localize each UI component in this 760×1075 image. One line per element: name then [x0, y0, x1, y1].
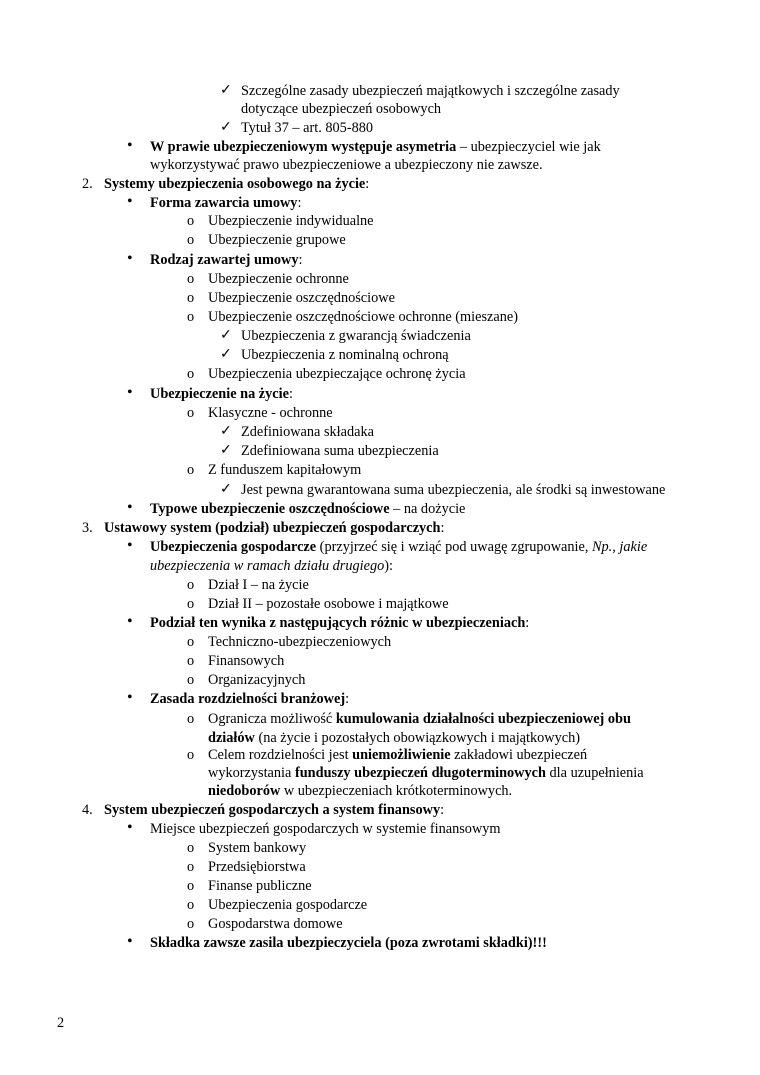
list-item: Gospodarstwa domowe	[208, 916, 343, 932]
checkmark-icon: ✓	[220, 424, 232, 439]
checkmark-icon: ✓	[220, 328, 232, 343]
checkmark-icon: ✓	[220, 120, 232, 135]
list-item: Ubezpieczenie na życie:	[150, 386, 293, 402]
circle-bullet-icon: o	[187, 213, 195, 229]
list-item-continuation: działów (na życie i pozostałych obowiązkowych i majątkowych)	[208, 730, 581, 746]
section-heading: Ustawowy system (podział) ubezpieczeń gospodarczych:	[104, 520, 445, 536]
list-item: Ubezpieczenie grupowe	[208, 232, 346, 248]
list-item: Tytuł 37 – art. 805-880	[241, 120, 374, 136]
circle-bullet-icon: o	[187, 309, 195, 325]
list-item: Ogranicza możliwość kumulowania działalności ubezpieczeniowej obu	[208, 711, 631, 727]
list-item: Jest pewna gwarantowana suma ubezpieczenia, ale środki są inwestowane	[241, 482, 666, 498]
list-item: Ubezpieczenia ubezpieczające ochronę życia	[208, 366, 466, 382]
list-item: Szczególne zasady ubezpieczeń majątkowych i szczególne zasady	[241, 83, 620, 99]
section-number: 4.	[82, 802, 93, 818]
list-item: Składka zawsze zasila ubezpieczyciela (poza zwrotami składki)!!!	[150, 935, 547, 951]
list-item: System bankowy	[208, 840, 307, 856]
circle-bullet-icon: o	[187, 878, 195, 894]
circle-bullet-icon: o	[187, 711, 195, 727]
circle-bullet-icon: o	[187, 462, 195, 478]
list-item-continuation: wykorzystania funduszy ubezpieczeń długoterminowych dla uzupełnienia	[208, 765, 644, 781]
circle-bullet-icon: o	[187, 577, 195, 593]
bullet-icon: •	[127, 933, 133, 950]
list-item: Techniczno-ubezpieczeniowych	[208, 634, 392, 650]
checkmark-icon: ✓	[220, 83, 232, 98]
bullet-icon: •	[127, 499, 133, 516]
list-item: Podział ten wynika z następujących różnic w ubezpieczeniach:	[150, 615, 530, 631]
bullet-icon: •	[127, 193, 133, 210]
list-item: Rodzaj zawartej umowy:	[150, 252, 303, 268]
list-item: Z funduszem kapitałowym	[208, 462, 362, 478]
list-item-continuation: dotyczące ubezpieczeń osobowych	[241, 101, 442, 117]
circle-bullet-icon: o	[187, 596, 195, 612]
list-item: Zdefiniowana suma ubezpieczenia	[241, 443, 439, 459]
checkmark-icon: ✓	[220, 482, 232, 497]
section-number: 2.	[82, 176, 93, 192]
list-item: Ubezpieczenie ochronne	[208, 271, 349, 287]
list-item-continuation: wykorzystywać prawo ubezpieczeniowe a ubezpieczony nie zawsze.	[150, 157, 543, 173]
list-item: Ubezpieczenia z gwarancją świadczenia	[241, 328, 471, 344]
list-item: Zasada rozdzielności branżowej:	[150, 691, 350, 707]
bullet-icon: •	[127, 250, 133, 267]
circle-bullet-icon: o	[187, 747, 195, 763]
list-item: Finansowych	[208, 653, 285, 669]
circle-bullet-icon: o	[187, 897, 195, 913]
circle-bullet-icon: o	[187, 672, 195, 688]
list-item: Dział I – na życie	[208, 577, 309, 593]
bullet-icon: •	[127, 137, 133, 154]
list-item: Ubezpieczenia gospodarcze (przyjrzeć się i wziąć pod uwagę zgrupowanie, Np., jakie	[150, 539, 648, 555]
circle-bullet-icon: o	[187, 232, 195, 248]
list-item: Ubezpieczenie indywidualne	[208, 213, 374, 229]
section-number: 3.	[82, 520, 93, 536]
list-item: Forma zawarcia umowy:	[150, 195, 302, 211]
bullet-icon: •	[127, 537, 133, 554]
bullet-icon: •	[127, 384, 133, 401]
bullet-icon: •	[127, 819, 133, 836]
list-item: Zdefiniowana składaka	[241, 424, 374, 440]
circle-bullet-icon: o	[187, 859, 195, 875]
circle-bullet-icon: o	[187, 840, 195, 856]
list-item-continuation: ubezpieczenia w ramach działu drugiego):	[150, 558, 394, 574]
list-item: Dział II – pozostałe osobowe i majątkowe	[208, 596, 449, 612]
list-item: Ubezpieczenie oszczędnościowe ochronne (mieszane)	[208, 309, 519, 325]
section-heading: System ubezpieczeń gospodarczych a system finansowy:	[104, 802, 445, 818]
circle-bullet-icon: o	[187, 916, 195, 932]
list-item: Przedsiębiorstwa	[208, 859, 306, 875]
list-item: Typowe ubezpieczenie oszczędnościowe – na dożycie	[150, 501, 466, 517]
circle-bullet-icon: o	[187, 271, 195, 287]
page-number: 2	[57, 1015, 65, 1031]
bullet-icon: •	[127, 613, 133, 630]
circle-bullet-icon: o	[187, 290, 195, 306]
list-item: Finanse publiczne	[208, 878, 312, 894]
checkmark-icon: ✓	[220, 347, 232, 362]
bullet-icon: •	[127, 689, 133, 706]
list-item: W prawie ubezpieczeniowym występuje asymetria – ubezpieczyciel wie jak	[150, 139, 601, 155]
circle-bullet-icon: o	[187, 653, 195, 669]
list-item: Celem rozdzielności jest uniemożliwienie zakładowi ubezpieczeń	[208, 747, 588, 763]
list-item: Klasyczne - ochronne	[208, 405, 333, 421]
circle-bullet-icon: o	[187, 634, 195, 650]
list-item: Ubezpieczenia gospodarcze	[208, 897, 368, 913]
checkmark-icon: ✓	[220, 443, 232, 458]
circle-bullet-icon: o	[187, 405, 195, 421]
list-item: Ubezpieczenia z nominalną ochroną	[241, 347, 449, 363]
section-heading: Systemy ubezpieczenia osobowego na życie:	[104, 176, 370, 192]
circle-bullet-icon: o	[187, 366, 195, 382]
list-item: Ubezpieczenie oszczędnościowe	[208, 290, 395, 306]
list-item: Organizacyjnych	[208, 672, 306, 688]
list-item: Miejsce ubezpieczeń gospodarczych w systemie finansowym	[150, 821, 501, 837]
list-item-continuation: niedoborów w ubezpieczeniach krótkoterminowych.	[208, 783, 513, 799]
